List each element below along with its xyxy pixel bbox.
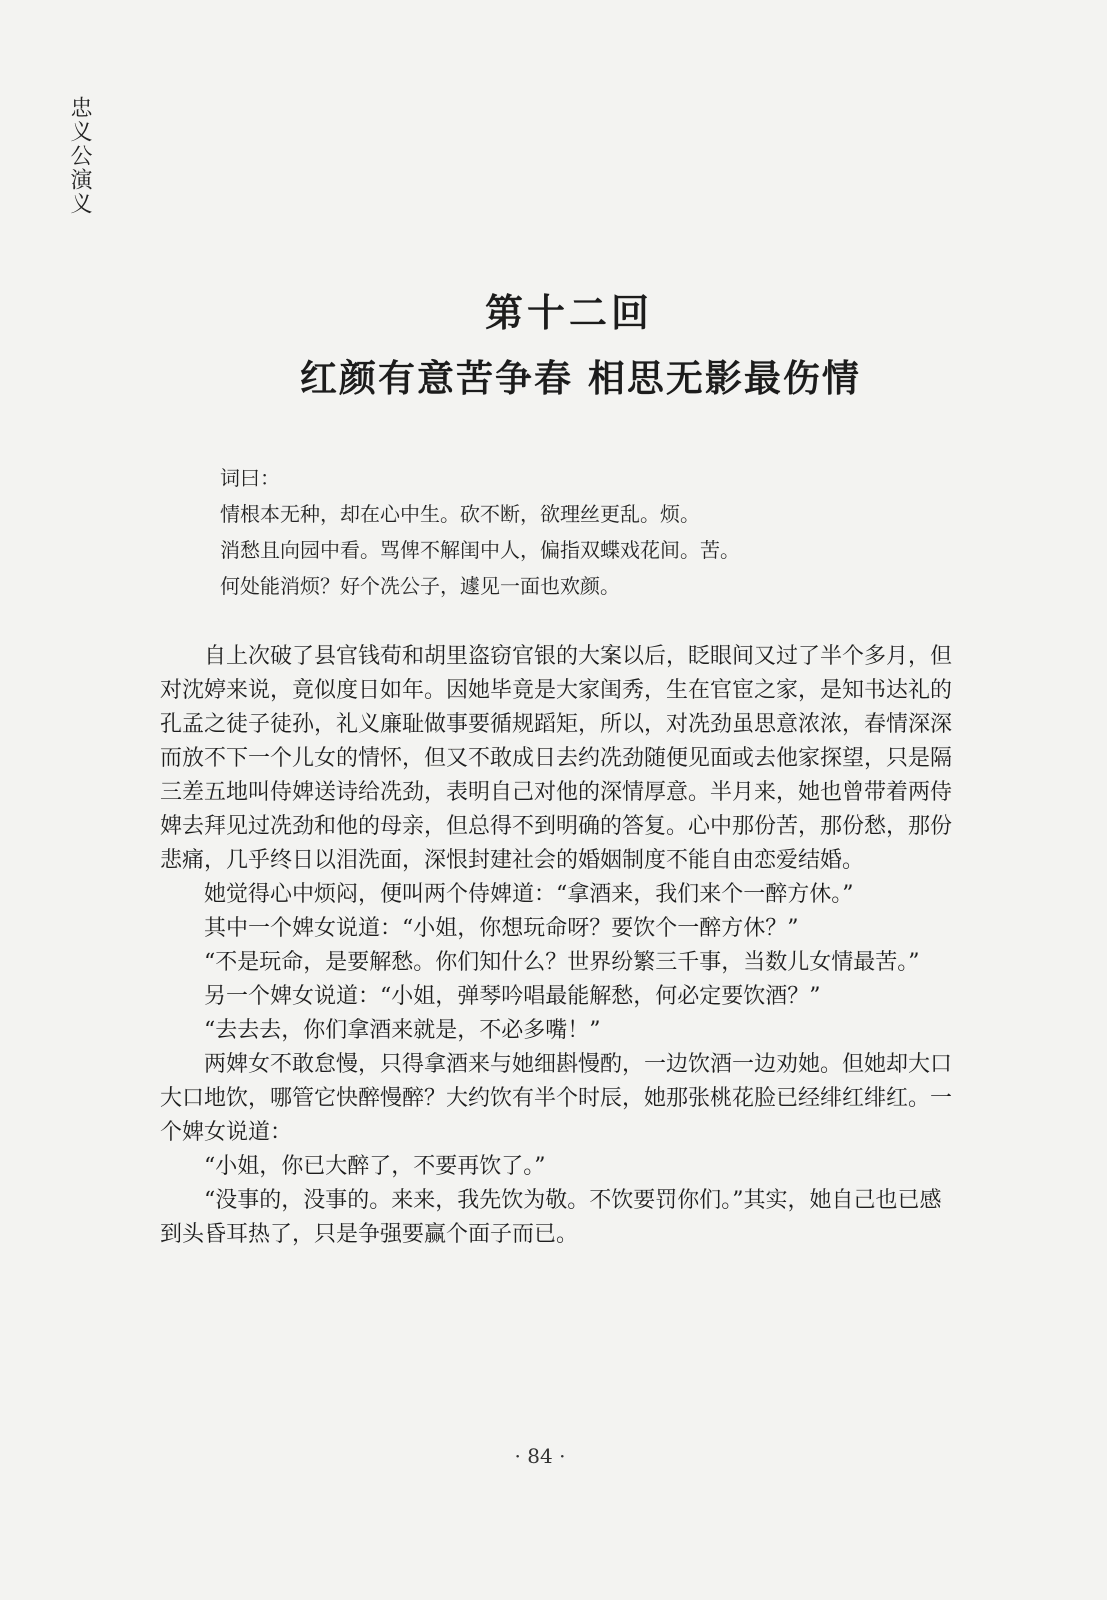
poem-line: 情根本无种，却在心中生。砍不断，欲理丝更乱。烦。 (220, 502, 700, 526)
body-text (160, 640, 960, 1252)
running-header-book-title: 忠义公演义 (67, 96, 92, 216)
body-paragraph: “去去去，你们拿酒来就是，不必多嘴！” (204, 1018, 601, 1043)
body-paragraph: 两婢女不敢怠慢，只得拿酒来与她细斟慢酌，一边饮酒一边劝她。但她却大口大口地饮，哪管它快醉慢醉？大约饮有半个时辰，她那张桃花脸已经绯红绯红。一个婢女说道： (160, 1052, 953, 1145)
body-paragraph: “小姐，你已大醉了，不要再饮了。” (204, 1154, 546, 1179)
chapter-title: 红颜有意苦争春 相思无影最伤情 (300, 356, 861, 400)
body-paragraph: 自上次破了县官钱荀和胡里盗窃官银的大案以后，眨眼间又过了半个多月，但对沈婷来说，竟似度日如年。因她毕竟是大家闺秀，生在官宦之家，是知书达礼的孔孟之徒子徒孙，礼义廉耻做事要循规蹈矩，所以，对冼劲虽思意浓浓，春情深深而放不下一个儿女的情怀，但又不敢成日去约冼劲随便见面或去他家探望，只是隔三差五地叫侍婢送诗给冼劲，表明自己对他的深情厚意。半月来，她也曾带着两侍婢去拜见过冼劲和他的母亲，但总得不到明确的答复。心中那份苦，那份愁，那份悲痛，几乎终日以泪洗面，深恨封建社会的婚姻制度不能自由恋爱结婚。 (160, 644, 953, 873)
poem-intro: 词曰： (220, 466, 280, 490)
chapter-number: 第十二回 (484, 290, 653, 335)
poem-line: 消愁且向园中看。骂俾不解闺中人，偏指双蝶戏花间。苦。 (220, 538, 740, 562)
body-paragraph: 其中一个婢女说道：“小姐，你想玩命呀？要饮个一醉方休？” (204, 916, 799, 941)
poem-line: 何处能消烦？好个冼公子，遽见一面也欢颜。 (220, 574, 620, 598)
chapter-poem (220, 460, 920, 604)
body-paragraph: “没事的，没事的。来来，我先饮为敬。不饮要罚你们。”其实，她自己也已感到头昏耳热了，只是争强要赢个面子而已。 (160, 1188, 942, 1247)
body-paragraph: 她觉得心中烦闷，便叫两个侍婢道：“拿酒来，我们来个一醉方休。” (204, 882, 854, 907)
page-number: · 84 · (514, 1444, 566, 1468)
body-paragraph: “不是玩命，是要解愁。你们知什么？世界纷繁三千事，当数儿女情最苦。” (204, 950, 920, 975)
body-paragraph: 另一个婢女说道：“小姐，弹琴吟唱最能解愁，何必定要饮酒？” (204, 984, 821, 1009)
